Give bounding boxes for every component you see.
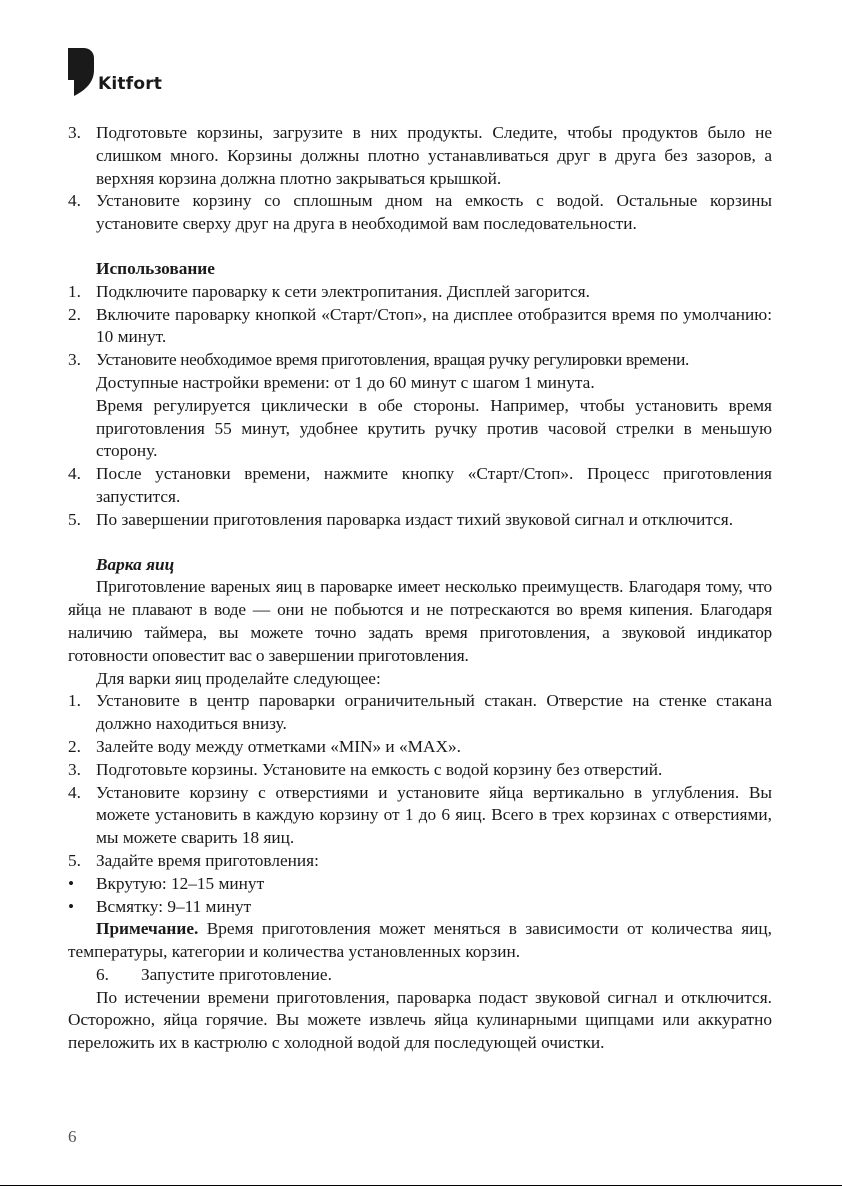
list-item <box>68 690 772 736</box>
list-number: 4. <box>68 782 81 802</box>
eggs-lead: Для варки яиц проделайте следующее: <box>96 668 381 688</box>
list-text: Залейте воду между отметками «MIN» и «MAX». <box>96 736 461 756</box>
brand-name: Kitfort <box>98 74 163 94</box>
list-item <box>68 850 772 873</box>
list-text: Установите необходимое время приготовления, вращая ручку регулировки времени. <box>96 350 689 370</box>
list-item <box>68 281 772 304</box>
list-text: Установите в центр пароварки ограничительный стакан. Отверстие на стенке стакана должно находиться внизу. <box>96 691 772 734</box>
page-bottom-edge <box>0 1185 842 1186</box>
list-text: Включите пароварку кнопкой «Старт/Стоп», на дисплее отобразится время по умолчанию: 10 минут. <box>96 304 772 347</box>
page-number: 6 <box>68 1127 77 1146</box>
list-item <box>68 509 772 532</box>
usage-item3-detail: Доступные настройки времени: от 1 до 60 минут с шагом 1 минута. <box>96 372 595 392</box>
list-number: 4. <box>68 191 81 211</box>
list-number: 1. <box>68 281 81 301</box>
bullet-item <box>68 896 772 919</box>
kitfort-logo-icon <box>68 48 94 96</box>
list-item <box>68 736 772 759</box>
list-text: Подготовьте корзины. Установите на емкость с водой корзину без отверстий. <box>96 759 663 779</box>
list-item <box>68 463 772 509</box>
list-number: 1. <box>68 691 81 711</box>
list-item <box>68 349 772 372</box>
list-item <box>68 964 772 987</box>
list-number: 6. <box>96 964 109 984</box>
bullet-mark: • <box>68 896 75 916</box>
note-text: Время приготовления может меняться в зависимости от количества яиц, температуры, категории и количества установленных корзин. <box>68 919 772 962</box>
bullet-item <box>68 873 772 896</box>
bullet-mark: • <box>68 873 75 893</box>
eggs-intro: Приготовление вареных яиц в пароварке имеет несколько преимуществ. Благодаря тому, что яйца не плавают в воде — они не побьются и не потрескаются во время кипения. Благодаря наличию таймера, вы можете точно задать время приготовления, а звуковой индикатор готовности оповестит вас о завершении приготовления. <box>68 577 772 665</box>
list-item <box>68 782 772 850</box>
list-item <box>68 304 772 350</box>
list-number: 3. <box>68 350 81 370</box>
note-label: Примечание. <box>96 919 199 939</box>
list-text: Установите корзину с отверстиями и установите яйца вертикально в углубления. Вы можете установить в каждую корзину от 1 до 6 яиц. Всего в трех корзинах с отверстиями, мы можете сварить 18 яиц. <box>96 782 772 848</box>
section-heading-eggs: Варка яиц <box>96 554 175 574</box>
list-number: 4. <box>68 464 81 484</box>
list-item <box>68 759 772 782</box>
list-text: После установки времени, нажмите кнопку «Старт/Стоп». Процесс приготовления запустится. <box>96 464 772 506</box>
list-number: 3. <box>68 759 81 779</box>
list-text: Подключите пароварку к сети электропитания. Дисплей загорится. <box>96 281 590 301</box>
section-heading-usage: Использование <box>96 258 215 278</box>
kitfort-logo <box>68 48 178 98</box>
eggs-final: По истечении времени приготовления, пароварка подаст звуковой сигнал и отключится. Осторожно, яйца горячие. Вы можете извлечь яйца кулинарными щипцами или аккуратно переложить их в кастрюлю с холодной водой для последующей очистки. <box>68 987 772 1053</box>
list-text: Вкрутую: 12–15 минут <box>96 873 265 893</box>
list-number: 5. <box>68 850 81 870</box>
list-text: По завершении приготовления пароварка издаст тихий звуковой сигнал и отключится. <box>96 509 734 529</box>
list-text: Всмятку: 9–11 минут <box>96 896 252 916</box>
list-number: 2. <box>68 304 81 324</box>
list-item <box>68 122 772 190</box>
list-text: Запустите приготовление. <box>141 964 332 984</box>
list-item <box>68 190 772 236</box>
list-text: Задайте время приготовления: <box>96 850 319 870</box>
usage-item3-example: Время регулируется циклически в обе стороны. Например, чтобы установить время приготовления 55 минут, удобнее крутить ручку против часовой стрелки в меньшую сторону. <box>96 395 772 461</box>
page-content <box>68 122 772 1055</box>
list-number: 5. <box>68 509 81 529</box>
list-number: 3. <box>68 123 81 142</box>
list-text: Установите корзину со сплошным дном на емкость с водой. Остальные корзины установите сверху друг на друга в необходимой вам последовательности. <box>96 191 772 234</box>
note-paragraph <box>68 918 772 964</box>
list-text: Подготовьте корзины, загрузите в них продукты. Следите, чтобы продуктов было не слишком много. Корзины должны плотно устанавливаться друг в друга без зазоров, а верхняя корзина должна плотно закрываться крышкой. <box>96 123 772 188</box>
list-number: 2. <box>68 736 81 756</box>
